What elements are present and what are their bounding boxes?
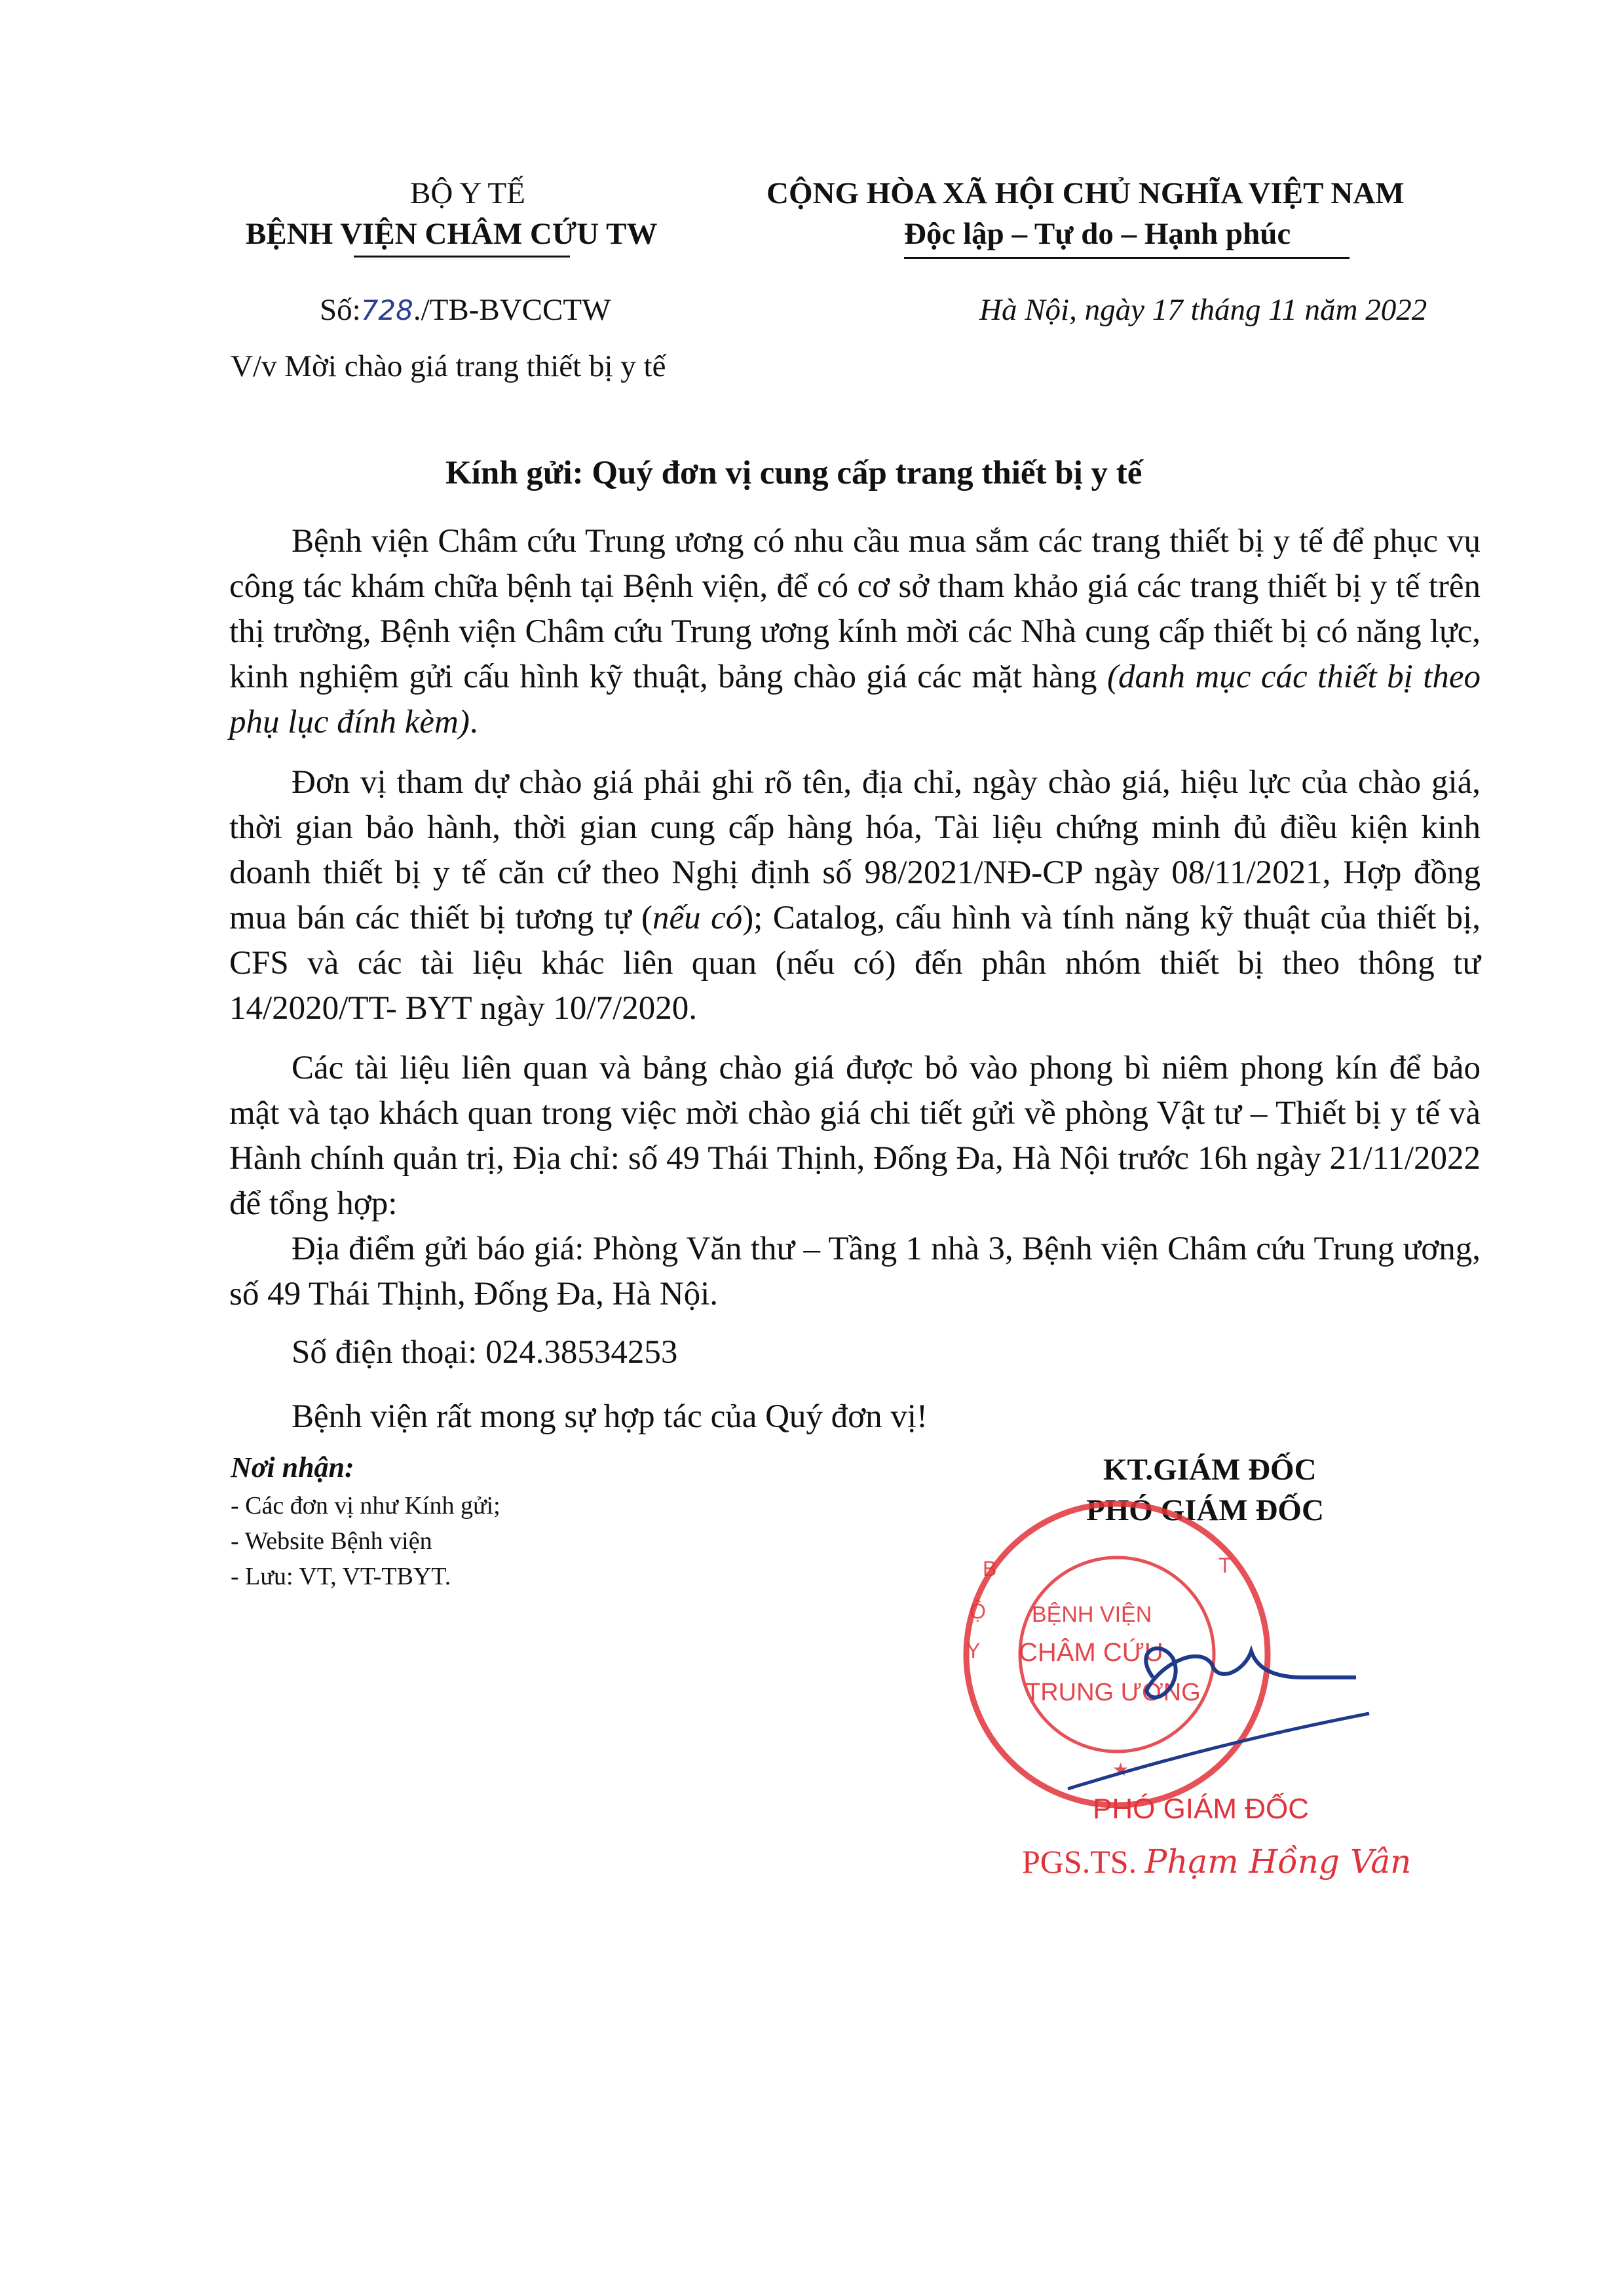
paragraph-3: Các tài liệu liên quan và bảng chào giá được bỏ vào phong bì niêm phong kín để bảo mật và tạo khách quan trong việc mời chào giá chi tiết gửi về phòng Vật tư – Thiết bị y tế và Hành chính quản trị, Địa chỉ: số 49 Thái Thịnh, Đống Đa, Hà Nội trước 16h ngày 21/11/2022 để tổng hợp: [229, 1050, 1481, 1222]
signature-title-1: KT.GIÁM ĐỐC [1103, 1453, 1317, 1487]
motto-underline [904, 257, 1350, 259]
paragraph-2-text-b: ); Catalog, cấu hình và tính năng kỹ thuật của thiết bị, CFS và các tài liệu khác liên quan (nếu có) đến phân nhóm thiết bị theo thông tư 14/2020/TT- BYT ngày 10/7/2020. [229, 900, 1481, 1027]
recipients-title: Nơi nhận: [231, 1451, 354, 1483]
svg-text:CHÂM CỨU: CHÂM CỨU [1019, 1638, 1163, 1667]
signature-title-2: PHÓ GIÁM ĐỐC [1086, 1493, 1324, 1527]
country-name: CỘNG HÒA XÃ HỘI CHỦ NGHĨA VIỆT NAM [766, 176, 1405, 210]
paragraph-2 [229, 760, 1481, 1031]
svg-text:★: ★ [1112, 1759, 1129, 1780]
svg-text:Y: Y [966, 1639, 981, 1662]
ministry-name: BỘ Y TẾ [410, 176, 525, 210]
doc-number-handwritten: 728 [360, 294, 413, 326]
doc-number-suffix: ./TB-BVCCTW [413, 293, 611, 327]
national-motto: Độc lập – Tự do – Hạnh phúc [904, 217, 1291, 251]
hospital-underline [354, 256, 570, 258]
recipient-item: - Lưu: VT, VT-TBYT. [231, 1563, 451, 1590]
signer-name [1022, 1843, 1411, 1881]
recipient-item: - Các đơn vị như Kính gửi; [231, 1492, 500, 1520]
paragraph-5: Số điện thoại: 024.38534253 [292, 1334, 678, 1371]
doc-number-prefix: Số: [320, 293, 361, 327]
place-and-date: Hà Nội, ngày 17 tháng 11 năm 2022 [979, 293, 1427, 327]
paragraph-4: Địa điểm gửi báo giá: Phòng Văn thư – Tầng 1 nhà 3, Bệnh viện Châm cứu Trung ương, số 49 Thái Thịnh, Đống Đa, Hà Nội. [229, 1231, 1481, 1312]
paragraph-1-end: . [469, 704, 478, 740]
paragraph-1 [229, 519, 1481, 745]
paragraph-2-italic: nếu có [652, 900, 743, 936]
signer-prefix: PGS.TS. [1022, 1843, 1137, 1880]
hospital-name: BỆNH VIỆN CHÂM CỨU TW [246, 217, 658, 251]
paragraph-2-text-a: Đơn vị tham dự chào giá phải ghi rõ tên, địa chỉ, ngày chào giá, hiệu lực của chào giá, thời gian bảo hành, thời gian cung cấp hàng hóa, Tài liệu chứng minh đủ điều kiện kinh doanh thiết bị y tế căn cứ theo Nghị định số 98/2021/NĐ-CP ngày 08/11/2021, Hợp đồng mua bán các thiết bị tương tự ( [229, 764, 1481, 936]
paragraph-6: Bệnh viện rất mong sự hợp tác của Quý đơn vị! [292, 1398, 928, 1435]
salutation: Kính gửi: Quý đơn vị cung cấp trang thiết bị y tế [445, 455, 1142, 491]
svg-text:TRUNG ƯƠNG: TRUNG ƯƠNG [1025, 1679, 1201, 1706]
svg-text:BỆNH VIỆN: BỆNH VIỆN [1032, 1602, 1152, 1627]
signer-fullname: Phạm Hồng Vân [1144, 1843, 1412, 1881]
stamp-signer-title: PHÓ GIÁM ĐỐC [1093, 1793, 1310, 1825]
document-number [320, 290, 611, 331]
svg-text:B: B [983, 1557, 997, 1580]
svg-text:Ộ: Ộ [970, 1599, 986, 1623]
recipient-item: - Website Bệnh viện [231, 1527, 432, 1555]
svg-text:T: T [1218, 1554, 1232, 1577]
paragraph-1-italic: (danh mục các thiết bị theo phụ lục đính kèm) [229, 659, 1481, 740]
paragraph-1-text: Bệnh viện Châm cứu Trung ương có nhu cầu mua sắm các trang thiết bị y tế để phục vụ công tác khám chữa bệnh tại Bệnh viện, để có cơ sở tham khảo giá các trang thiết bị y tế trên thị trường, Bệnh viện Châm cứu Trung ương kính mời các Nhà cung cấp thiết bị có năng lực, kinh nghiệm gửi cấu hình kỹ thuật, bảng chào giá các mặt hàng [229, 523, 1481, 695]
document-subject: V/v Mời chào giá trang thiết bị y tế [231, 349, 666, 383]
